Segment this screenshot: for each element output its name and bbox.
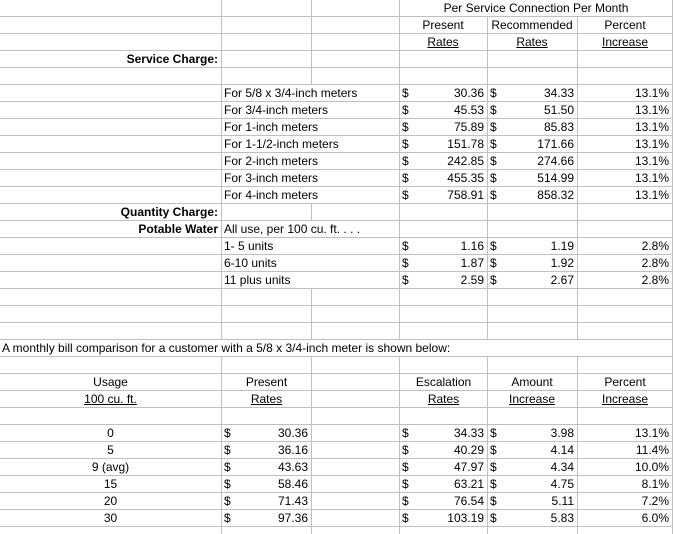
service-row-desc: For 3-inch meters: [222, 170, 399, 186]
comparison-percent: 6.0%: [641, 511, 669, 525]
table-row: [0, 425, 673, 442]
currency-symbol: $: [402, 460, 409, 474]
currency-symbol: $: [224, 494, 231, 508]
currency-symbol: $: [224, 477, 231, 491]
currency-symbol: $: [402, 273, 409, 287]
comparison-percent: 7.2%: [641, 494, 669, 508]
row-empty: [0, 323, 673, 340]
row-comparison-header-2: [0, 391, 673, 408]
comparison-amount: 4.14: [550, 443, 574, 457]
potable-water-desc: All use, per 100 cu. ft. . . .: [222, 221, 399, 237]
quantity-row-present: 1.87: [460, 256, 484, 270]
currency-symbol: $: [224, 511, 231, 525]
usage-header-units: 100 cu. ft.: [84, 392, 137, 406]
table-row: [0, 493, 673, 510]
service-row-present: 45.53: [453, 103, 484, 117]
service-row-desc: For 2-inch meters: [222, 153, 399, 169]
currency-symbol: $: [490, 273, 497, 287]
row-empty: [0, 357, 673, 374]
currency-symbol: $: [402, 477, 409, 491]
currency-symbol: $: [490, 154, 497, 168]
comparison-escalation: 40.29: [453, 443, 484, 457]
comparison-usage: 20: [103, 494, 118, 508]
comparison-percent: 13.1%: [634, 426, 669, 440]
service-row-present: 151.78: [447, 137, 484, 151]
recommended-header-rates: Rates: [516, 35, 548, 49]
comparison-usage: 9 (avg): [91, 460, 130, 474]
present-header-rates: Rates: [427, 35, 459, 49]
table-row: [0, 272, 673, 289]
currency-symbol: $: [402, 239, 409, 253]
currency-symbol: $: [224, 426, 231, 440]
comparison-present: 58.46: [277, 477, 308, 491]
service-row-percent: 13.1%: [634, 188, 669, 202]
service-row-recommended: 51.50: [543, 103, 574, 117]
currency-symbol: $: [402, 120, 409, 134]
comparison-percent: 10.0%: [634, 460, 669, 474]
comparison-escalation: 47.97: [453, 460, 484, 474]
amount-header-increase: Increase: [508, 392, 556, 406]
row-empty: [0, 68, 673, 85]
currency-symbol: $: [490, 494, 497, 508]
amount-header: Amount: [511, 375, 553, 389]
table-row: [0, 136, 673, 153]
currency-symbol: $: [402, 443, 409, 457]
service-row-recommended: 171.66: [537, 137, 574, 151]
row-header-1: [0, 17, 673, 34]
currency-symbol: $: [402, 86, 409, 100]
table-row: [0, 85, 673, 102]
service-row-percent: 13.1%: [634, 137, 669, 151]
row-title: [0, 0, 673, 17]
quantity-row-percent: 2.8%: [641, 273, 669, 287]
row-empty: [0, 289, 673, 306]
comparison-present-header-rates: Rates: [250, 392, 283, 406]
percent-header-increase: Increase: [601, 35, 649, 49]
comparison-escalation: 76.54: [453, 494, 484, 508]
currency-symbol: $: [402, 171, 409, 185]
escalation-header: Escalation: [415, 375, 472, 389]
row-comparison-header-1: [0, 374, 673, 391]
comparison-percent-header: Percent: [604, 375, 646, 389]
service-row-present: 30.36: [453, 86, 484, 100]
quantity-row-desc: 6-10 units: [222, 255, 399, 271]
currency-symbol: $: [490, 460, 497, 474]
row-potable-water: [0, 221, 673, 238]
row-empty: [0, 408, 673, 425]
service-row-present: 242.85: [447, 154, 484, 168]
comparison-present: 71.43: [277, 494, 308, 508]
present-header: Present: [422, 18, 464, 32]
currency-symbol: $: [490, 188, 497, 202]
row-quantity-charge-label: [0, 204, 673, 221]
currency-symbol: $: [402, 256, 409, 270]
currency-symbol: $: [490, 477, 497, 491]
quantity-row-present: 2.59: [460, 273, 484, 287]
comparison-present: 43.63: [277, 460, 308, 474]
currency-symbol: $: [490, 137, 497, 151]
comparison-percent: 11.4%: [635, 443, 669, 457]
row-service-charge-label: [0, 51, 673, 68]
comparison-amount: 3.98: [550, 426, 574, 440]
quantity-row-percent: 2.8%: [641, 239, 669, 253]
table-row: [0, 459, 673, 476]
service-row-recommended: 858.32: [537, 188, 574, 202]
table-row: [0, 170, 673, 187]
service-row-recommended: 85.83: [543, 120, 574, 134]
comparison-amount: 5.83: [550, 511, 574, 525]
currency-symbol: $: [402, 188, 409, 202]
service-row-present: 758.91: [447, 188, 484, 202]
table-row: [0, 442, 673, 459]
comparison-intro-text: A monthly bill comparison for a customer with a 5/8 x 3/4-inch meter is shown below:: [0, 340, 672, 356]
currency-symbol: $: [402, 154, 409, 168]
comparison-present: 36.16: [277, 443, 308, 457]
currency-symbol: $: [402, 511, 409, 525]
currency-symbol: $: [490, 86, 497, 100]
service-row-present: 75.89: [453, 120, 484, 134]
comparison-percent: 8.1%: [641, 477, 669, 491]
quantity-row-desc: 1- 5 units: [222, 238, 399, 254]
currency-symbol: $: [490, 426, 497, 440]
comparison-present: 97.36: [277, 511, 308, 525]
quantity-row-recommended: 1.19: [550, 239, 574, 253]
currency-symbol: $: [402, 103, 409, 117]
percent-header: Percent: [604, 18, 646, 32]
comparison-usage: 15: [103, 477, 118, 491]
service-row-desc: For 1-inch meters: [222, 119, 399, 135]
table-row: [0, 238, 673, 255]
service-row-desc: For 4-inch meters: [222, 187, 399, 203]
currency-symbol: $: [402, 494, 409, 508]
service-row-desc: For 5/8 x 3/4-inch meters: [222, 85, 399, 101]
comparison-present: 30.36: [277, 426, 308, 440]
table-row: [0, 187, 673, 204]
quantity-charge-label: Quantity Charge:: [120, 205, 218, 219]
row-comparison-intro: [0, 340, 673, 357]
service-row-desc: For 3/4-inch meters: [222, 102, 399, 118]
currency-symbol: $: [490, 511, 497, 525]
currency-symbol: $: [402, 426, 409, 440]
currency-symbol: $: [490, 239, 497, 253]
service-charge-label: Service Charge:: [126, 52, 218, 66]
table-row: [0, 510, 673, 527]
quantity-row-present: 1.16: [460, 239, 484, 253]
comparison-usage: 30: [103, 511, 118, 525]
escalation-header-rates: Rates: [427, 392, 460, 406]
table-row: [0, 153, 673, 170]
quantity-row-desc: 11 plus units: [222, 272, 399, 288]
service-row-recommended: 34.33: [543, 86, 574, 100]
service-row-percent: 13.1%: [634, 171, 669, 185]
table-row: [0, 255, 673, 272]
potable-water-label: Potable Water: [138, 222, 218, 236]
quantity-row-recommended: 1.92: [550, 256, 574, 270]
currency-symbol: $: [224, 460, 231, 474]
currency-symbol: $: [490, 256, 497, 270]
row-header-2: [0, 34, 673, 51]
comparison-percent-header-increase: Increase: [601, 392, 649, 406]
service-row-recommended: 514.99: [537, 171, 574, 185]
recommended-header: Recommended: [491, 18, 573, 32]
currency-symbol: $: [490, 120, 497, 134]
currency-symbol: $: [490, 171, 497, 185]
quantity-row-percent: 2.8%: [641, 256, 669, 270]
service-row-percent: 13.1%: [634, 86, 669, 100]
table-row: [0, 102, 673, 119]
comparison-present-header: Present: [245, 375, 288, 389]
service-row-percent: 13.1%: [634, 103, 669, 117]
service-row-percent: 13.1%: [634, 120, 669, 134]
service-row-present: 455.35: [447, 171, 484, 185]
service-row-desc: For 1-1/2-inch meters: [222, 136, 399, 152]
comparison-usage: 5: [107, 443, 114, 457]
service-row-percent: 13.1%: [634, 154, 669, 168]
comparison-amount: 5.11: [551, 494, 574, 508]
comparison-amount: 4.75: [550, 477, 574, 491]
comparison-usage: 0: [107, 426, 114, 440]
currency-symbol: $: [490, 443, 497, 457]
currency-symbol: $: [224, 443, 231, 457]
table-row: [0, 119, 673, 136]
currency-symbol: $: [402, 137, 409, 151]
comparison-amount: 4.34: [550, 460, 574, 474]
service-row-recommended: 274.66: [537, 154, 574, 168]
rates-header-title: Per Service Connection Per Month: [400, 0, 672, 16]
comparison-escalation: 103.19: [447, 511, 484, 525]
table-row: [0, 476, 673, 493]
comparison-escalation: 63.21: [453, 477, 484, 491]
row-empty: [0, 306, 673, 323]
usage-header: Usage: [93, 375, 128, 389]
currency-symbol: $: [490, 103, 497, 117]
quantity-row-recommended: 2.67: [550, 273, 574, 287]
comparison-escalation: 34.33: [453, 426, 484, 440]
